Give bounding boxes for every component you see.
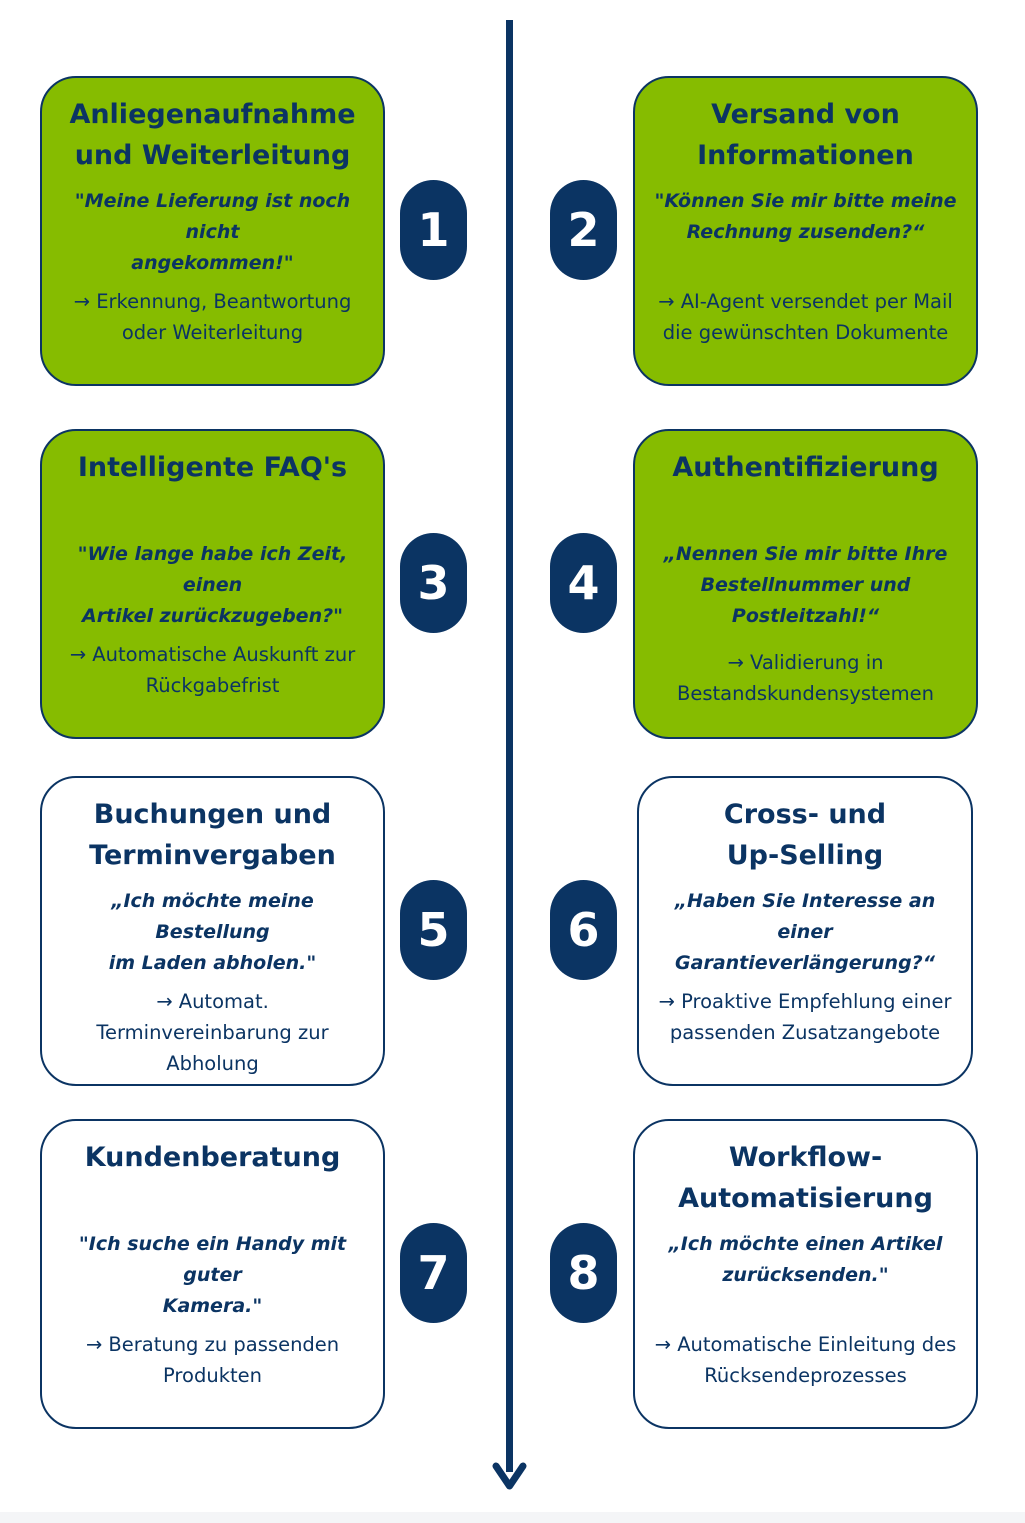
step-number-badge-8: 8 — [550, 1223, 617, 1323]
step-title: Authentifizierung — [672, 452, 939, 483]
step-number-badge-6: 6 — [550, 880, 617, 980]
timeline-arrow-icon — [492, 1462, 527, 1492]
step-quote: „Haben Sie Interesse an einer Garantieverlängerung?“ — [674, 890, 936, 974]
step-number-badge-4: 4 — [550, 533, 617, 633]
step-title: Intelligente FAQ's — [77, 452, 348, 483]
step-number-badge-1: 1 — [400, 180, 467, 280]
step-title: Anliegenaufnahme und Weiterleitung — [69, 99, 356, 171]
step-title: Workflow- Automatisierung — [678, 1142, 933, 1214]
step-card-5 — [40, 776, 385, 1086]
footer-band — [0, 1512, 1025, 1523]
step-number-badge-2: 2 — [550, 180, 617, 280]
step-description: → Automatische Auskunft zur Rückgabefrist — [69, 643, 356, 697]
step-card-4 — [633, 429, 978, 739]
step-card-6 — [637, 776, 973, 1086]
timeline-line — [506, 20, 513, 1472]
step-card-3 — [40, 429, 385, 739]
step-title: Buchungen und Terminvergaben — [89, 799, 336, 871]
step-quote: "Wie lange habe ich Zeit, einen Artikel zurückzugeben?" — [77, 543, 348, 627]
step-card-8 — [633, 1119, 978, 1429]
step-quote: „Nennen Sie mir bitte Ihre Bestellnummer und Postleitzahl!“ — [663, 543, 948, 627]
step-number-badge-5: 5 — [400, 880, 467, 980]
step-card-2 — [633, 76, 978, 386]
step-quote: "Meine Lieferung ist noch nicht angekommen!" — [74, 190, 351, 274]
step-title: Kundenberatung — [84, 1142, 341, 1173]
step-description: → Erkennung, Beantwortung oder Weiterleitung — [73, 290, 352, 344]
step-number-badge-7: 7 — [400, 1223, 467, 1323]
step-quote: "Ich suche ein Handy mit guter Kamera." — [78, 1233, 347, 1317]
step-description: → Automatische Einleitung des Rücksendeprozesses — [654, 1333, 957, 1387]
step-card-7 — [40, 1119, 385, 1429]
step-card-1 — [40, 76, 385, 386]
step-number-badge-3: 3 — [400, 533, 467, 633]
step-quote: "Können Sie mir bitte meine Rechnung zusenden?“ — [654, 190, 957, 243]
step-quote: „Ich möchte meine Bestellung im Laden abholen." — [108, 890, 317, 974]
step-description: → Validierung in Bestandskundensystemen — [676, 651, 935, 705]
step-description: → Beratung zu passenden Produkten — [85, 1333, 340, 1387]
step-title: Cross- und Up-Selling — [723, 799, 887, 871]
step-title: Versand von Informationen — [697, 99, 914, 171]
step-description: → AI-Agent versendet per Mail die gewünschten Dokumente — [658, 290, 953, 344]
step-quote: „Ich möchte einen Artikel zurücksenden." — [668, 1233, 943, 1286]
step-description: → Automat. Terminvereinbarung zur Abholung — [96, 990, 329, 1075]
step-description: → Proaktive Empfehlung einer passenden Zusatzangebote — [658, 990, 952, 1044]
